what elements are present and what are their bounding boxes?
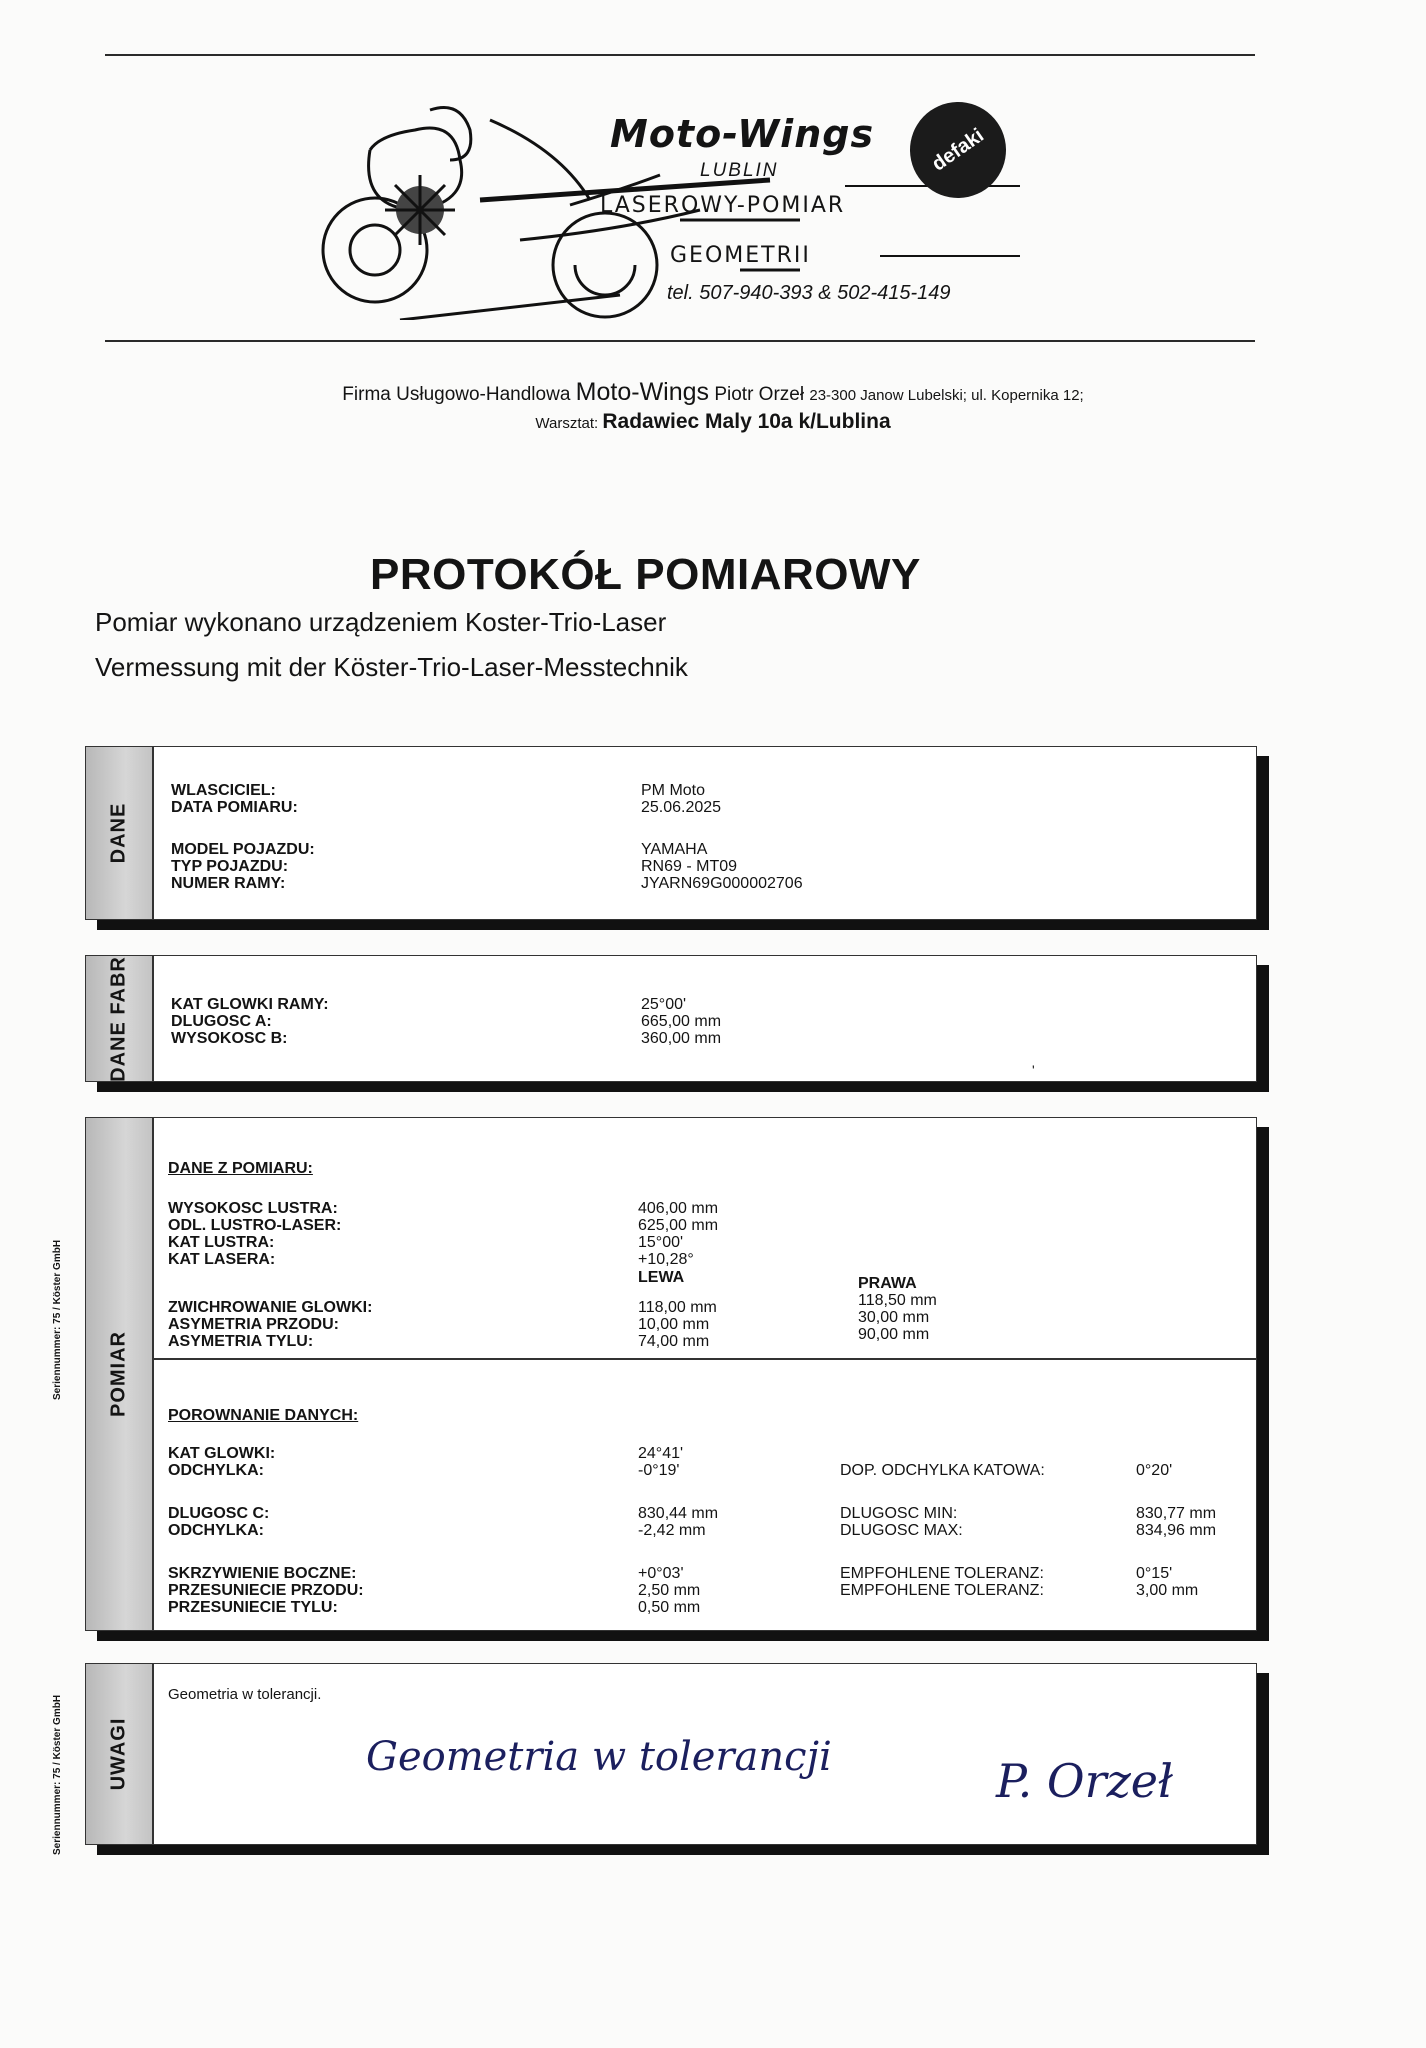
firm-line [0,378,1426,407]
field-label: ASYMETRIA TYLU: [168,1333,314,1350]
field-value-right: 90,00 mm [858,1326,930,1343]
workshop-label: Warsztat: [535,415,599,432]
section-side-text: POMIAR [107,1331,130,1417]
field-value: -0°19' [638,1462,680,1479]
ref-label: EMPFOHLENE TOLERANZ: [840,1582,1044,1599]
section-side-text: DANE FABR [107,955,130,1082]
section-dane [85,746,1257,920]
field-value: +10,28° [638,1251,694,1268]
field-label: WYSOKOSC B: [171,1030,288,1047]
field-value: 625,00 mm [638,1217,719,1234]
field-label: KAT GLOWKI RAMY: [171,996,329,1013]
ref-label: DLUGOSC MAX: [840,1522,963,1539]
ref-value: 834,96 mm [1136,1522,1217,1539]
section-heading-comparison: POROWNANIE DANYCH: [168,1407,359,1424]
field-label: PRZESUNIECIE TYLU: [168,1599,338,1616]
column-header-left: LEWA [638,1269,685,1286]
ref-value: 3,00 mm [1136,1582,1199,1599]
field-label: ASYMETRIA PRZODU: [168,1316,339,1333]
field-value: +0°03' [638,1565,684,1582]
workshop-line [0,410,1426,434]
serial-number: Seriennummer: 75 / Köster GmbH [52,1694,63,1855]
field-label: WLASCICIEL: [171,782,276,799]
field-value: 830,44 mm [638,1505,719,1522]
field-value: -2,42 mm [638,1522,706,1539]
field-value-left: 74,00 mm [638,1333,710,1350]
scan-mark: ' [1032,1062,1035,1078]
field-label: DATA POMIARU: [171,799,298,816]
handwritten-remark: Geometria w tolerancji [366,1734,832,1780]
signature: P. Orzeł [996,1754,1173,1808]
section-side-text: DANE [107,802,130,864]
field-value: 15°00' [638,1234,684,1251]
field-label: DLUGOSC C: [168,1505,270,1522]
field-value: 665,00 mm [641,1013,722,1030]
stamp-text: defaki [927,123,988,176]
field-value: 24°41' [638,1445,684,1462]
field-value: 406,00 mm [638,1200,719,1217]
field-label: KAT LASERA: [168,1251,276,1268]
field-value-left: 10,00 mm [638,1316,710,1333]
firm-prefix: Firma Usługowo-Handlowa [342,384,571,405]
firm-address: 23-300 Janow Lubelski; ul. Kopernika 12; [809,387,1084,404]
field-label: DLUGOSC A: [171,1013,272,1030]
field-label: ODL. LUSTRO-LASER: [168,1217,342,1234]
field-label: ODCHYLKA: [168,1522,264,1539]
section-side-text: UWAGI [107,1717,130,1791]
ref-label: DLUGOSC MIN: [840,1505,958,1522]
brand-phone: tel. 507-940-393 & 502-415-149 [667,282,951,304]
ref-value: 830,77 mm [1136,1505,1217,1522]
brand-tagline-2: GEOMETRII [670,243,811,268]
page-title: PROTOKÓŁ POMIAROWY [370,550,921,599]
field-label: KAT LUSTRA: [168,1234,275,1251]
field-value: 25°00' [641,996,687,1013]
remarks-text: Geometria w tolerancji. [168,1686,322,1703]
field-label: MODEL POJAZDU: [171,841,315,858]
field-value: 2,50 mm [638,1582,701,1599]
field-label: PRZESUNIECIE PRZODU: [168,1582,364,1599]
serial-number: Seriennummer: 75 / Köster GmbH [52,1239,63,1400]
field-label: WYSOKOSC LUSTRA: [168,1200,338,1217]
firm-name: Moto-Wings [575,378,710,406]
section-uwagi [85,1663,1257,1845]
brand-tagline-1: LASEROWY-POMIAR [600,193,846,218]
field-value: 25.06.2025 [641,799,722,816]
subtitle-pl: Pomiar wykonano urządzeniem Koster-Trio-Laser [95,607,667,637]
section-side-label [86,956,154,1081]
header-rule [105,340,1255,342]
field-label: NUMER RAMY: [171,875,286,892]
field-value: YAMAHA [641,841,708,858]
field-label: KAT GLOWKI: [168,1445,276,1462]
field-value: JYARN69G000002706 [641,875,803,892]
workshop-address: Radawiec Maly 10a k/Lublina [602,410,891,433]
field-value: 0,50 mm [638,1599,701,1616]
field-value-left: 118,00 mm [638,1299,717,1316]
section-side-label [86,1118,154,1630]
field-value: 360,00 mm [641,1030,722,1047]
section-side-label [86,747,154,919]
firm-owner: Piotr Orzeł [714,384,805,405]
subtitle-de: Vermessung mit der Köster-Trio-Laser-Messtechnik [95,652,688,682]
field-value-right: 30,00 mm [858,1309,930,1326]
field-label: ZWICHROWANIE GLOWKI: [168,1299,373,1316]
field-label: SKRZYWIENIE BOCZNE: [168,1565,357,1582]
field-label: TYP POJAZDU: [171,858,289,875]
ref-value: 0°20' [1136,1462,1173,1479]
brand-city: LUBLIN [700,160,779,181]
column-header-right: PRAWA [858,1275,917,1292]
section-side-label [86,1664,154,1844]
field-value: PM Moto [641,782,706,799]
section-heading-measurement: DANE Z POMIARU: [168,1160,313,1177]
section-pomiar [85,1117,1257,1631]
field-value-right: 118,50 mm [858,1292,937,1309]
ref-value: 0°15' [1136,1565,1173,1582]
field-label: ODCHYLKA: [168,1462,264,1479]
ref-label: DOP. ODCHYLKA KATOWA: [840,1462,1045,1479]
section-divider [152,1358,1256,1360]
field-value: RN69 - MT09 [641,858,738,875]
ref-label: EMPFOHLENE TOLERANZ: [840,1565,1044,1582]
top-rule [105,54,1255,56]
section-dane-fabr [85,955,1257,1082]
brand-name: Moto-Wings [610,112,875,156]
